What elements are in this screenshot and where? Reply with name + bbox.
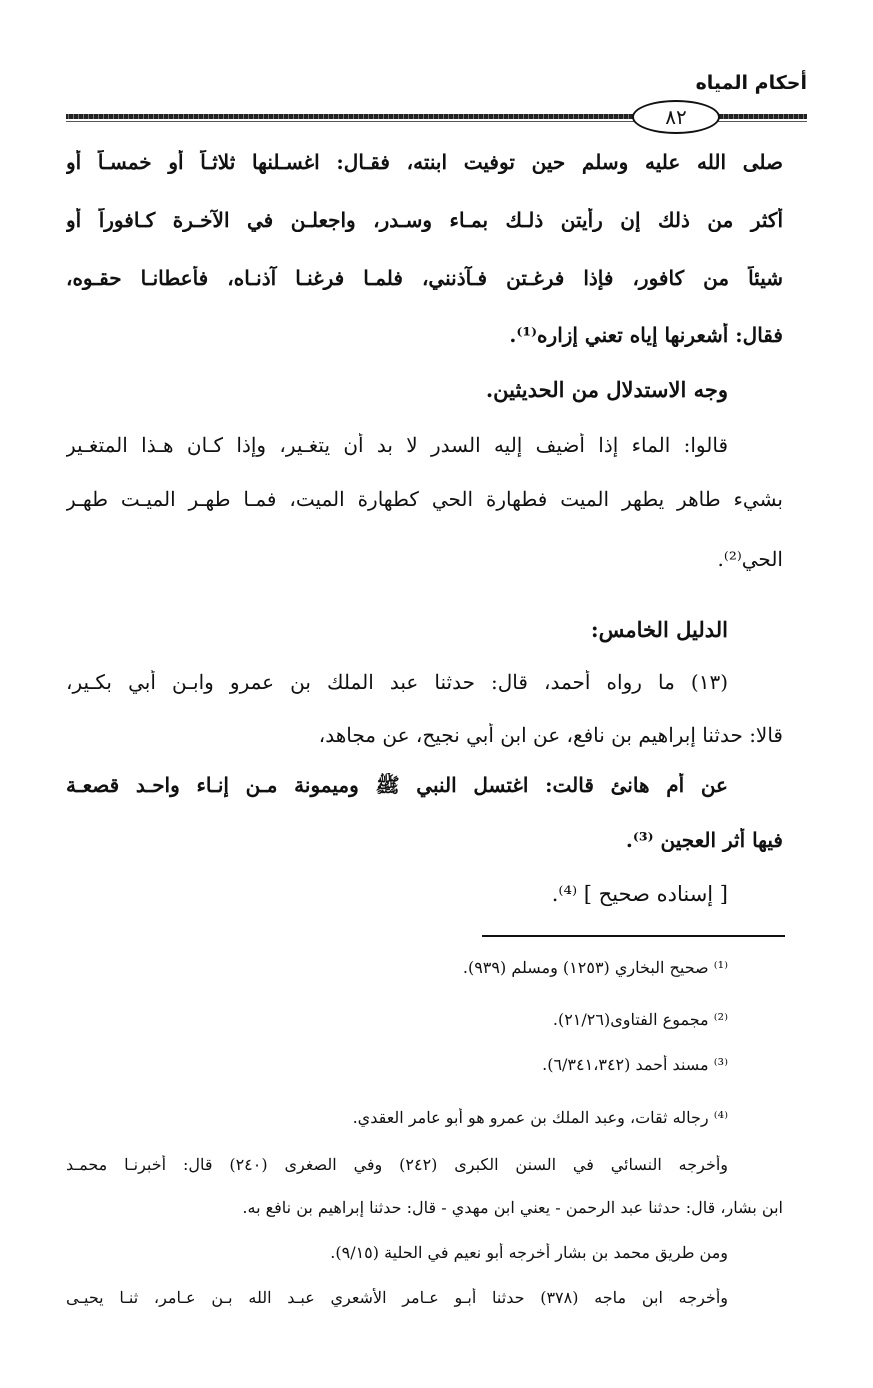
body-line: قالوا: الماء إذا أضيف إليه السدر لا بد أن يتغـير، وإذا كـان هـذا المتغـير: [66, 433, 728, 457]
body-line: شيئاً من كافور، فإذا فرغـتن فـآذنني، فلمـا فرغنـا آذنـاه، فأعطانـا حقـوه،: [66, 266, 783, 290]
section-heading: الدليل الخامس:: [590, 617, 728, 642]
running-title: أحكام المياه: [695, 72, 807, 94]
section-heading: وجه الاستدلال من الحديثين.: [485, 377, 728, 402]
body-line: عن أم هانئ قالت: اغتسل النبي ﷺ وميمونة مـن إنـاء واحـد قصعـة: [66, 773, 728, 797]
footnote-1: ⁽¹⁾ صحيح البخاري (١٢٥٣) ومسلم (٩٣٩).: [462, 958, 728, 977]
body-line: الحي⁽²⁾.: [717, 547, 783, 571]
footnote-line: ومن طريق محمد بن بشار أخرجه أبو نعيم في الحلية (٩/١٥).: [330, 1243, 728, 1262]
body-line: صلى الله عليه وسلم حين توفيت ابنته، فقـال: اغسـلنها ثلاثـاً أو خمسـاً أو: [66, 150, 783, 174]
footnote-line: وأخرجه ابن ماجه (٣٧٨) حدثنا أبـو عـامر الأشعري عبـد الله بـن عـامر، ثنـا يحيـى: [66, 1288, 728, 1307]
footnote-2: ⁽²⁾ مجموع الفتاوى(٢١/٢٦).: [552, 1010, 728, 1029]
body-line: بشيء طاهر يطهر الميت فطهارة الحي كطهارة الميت، فمـا طهـر الميـت طهـر: [66, 487, 783, 511]
isnad-grade: [ إسناده صحيح ] ⁽⁴⁾.: [551, 882, 728, 906]
body-line: أكثر من ذلك إن رأيتن ذلـك بمـاء وسـدر، واجعلـن في الآخـرة كـافوراً أو: [66, 208, 783, 232]
footnote-line: وأخرجه النسائي في السنن الكبرى (٢٤٢) وفي الصغرى (٢٤٠) قال: أخبرنـا محمـد: [66, 1155, 728, 1174]
footnote-3: ⁽³⁾ مسند أحمد (٦/٣٤١،٣٤٢).: [542, 1055, 728, 1074]
body-line: (١٣) ما رواه أحمد، قال: حدثنا عبد الملك بن عمرو وابـن أبي بكـير،: [66, 670, 728, 694]
body-line: فقال: أشعرنها إياه تعني إزاره⁽¹⁾.: [509, 323, 783, 347]
body-line: قالا: حدثنا إبراهيم بن نافع، عن ابن أبي نجيح، عن مجاهد،: [318, 723, 783, 747]
footnote-rule: [482, 935, 785, 937]
page-number: ٨٢: [632, 100, 720, 134]
body-line: فيها أثر العجين ⁽³⁾.: [625, 828, 783, 852]
footnote-4: ⁽⁴⁾ رجاله ثقات، وعبد الملك بن عمرو هو أبو عامر العقدي.: [352, 1108, 728, 1127]
footnote-line: ابن بشار، قال: حدثنا عبد الرحمن - يعني ابن مهدي - قال: حدثنا إبراهيم بن نافع به.: [242, 1198, 783, 1217]
